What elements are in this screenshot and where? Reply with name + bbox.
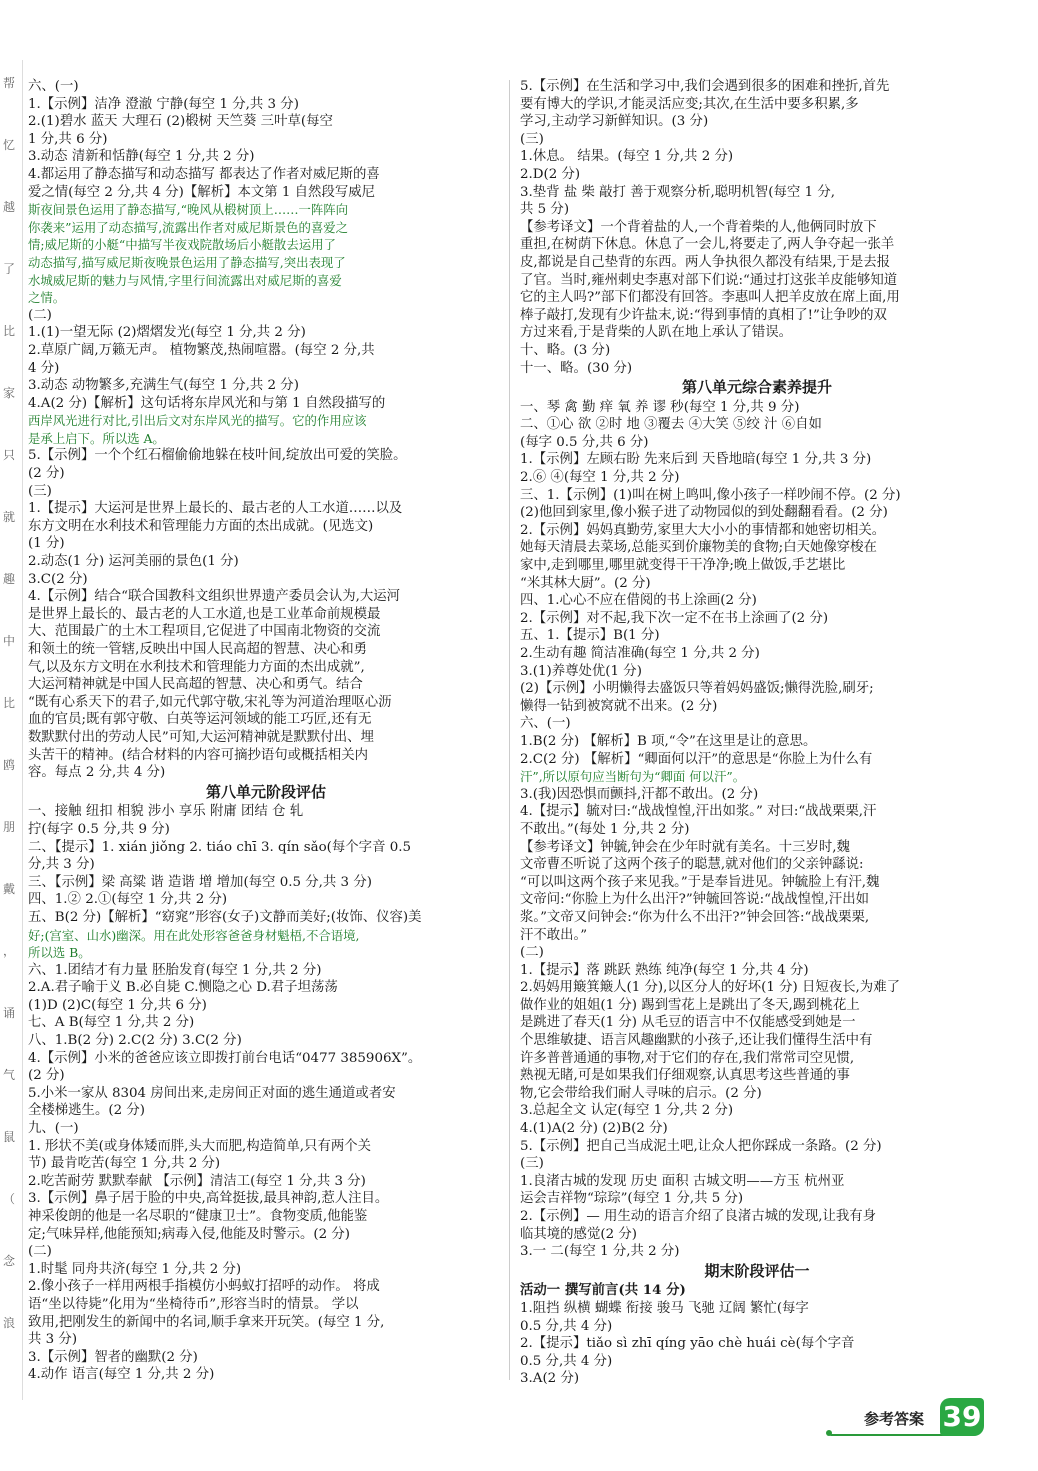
answer-line: 2.A.君子喻于义 B.必自毙 C.恻隐之心 D.君子坦荡荡 bbox=[28, 980, 338, 996]
answer-line: 所以选 B。 bbox=[28, 945, 91, 961]
answer-line: 爱之情(每空 2 分,共 4 分)【解析】本文第 1 自然段写威尼 bbox=[28, 184, 376, 200]
answer-line: 2.【示例】妈妈真勤劳,家里大大小小的事情都和她密切相关。 bbox=[520, 522, 886, 538]
answer-line: (1)D (2)C(每空 1 分,共 6 分) bbox=[28, 997, 207, 1013]
answer-line: 2.C(2 分) 【解析】“卿面何以汗”的意思是“你脸上为什么有 bbox=[520, 751, 873, 767]
answer-line: 动态描写,描写威尼斯夜晚景色运用了静态描写,突出表现了 bbox=[28, 254, 346, 270]
answer-line: 熟视无睹,可是如果我们仔细观察,认真思考这些普通的事 bbox=[520, 1068, 850, 1084]
answer-line: (2 分) bbox=[28, 466, 65, 482]
answer-line: 2.动态(1 分) 运河美丽的景色(1 分) bbox=[28, 554, 239, 570]
answer-line: 1.休息。 结果。(每空 1 分,共 2 分) bbox=[520, 149, 734, 165]
answer-line: 4.都运用了静态描写和动态描写 都表达了作者对威尼斯的喜 bbox=[28, 166, 380, 182]
answer-line: 汗不敢出。” bbox=[520, 927, 588, 943]
edge-char: 朋 bbox=[3, 820, 16, 834]
answer-line: 五、1.【提示】B(1 分) bbox=[520, 628, 660, 644]
edge-char: ， bbox=[3, 944, 16, 958]
answer-line: 是承上启下。所以选 A。 bbox=[28, 430, 165, 446]
answer-line: 方过来看,于是背柴的人趴在地上承认了错误。 bbox=[520, 325, 793, 341]
answer-line: 情;威尼斯的小艇“中描写半夜戏院散场后小艇散去运用了 bbox=[28, 237, 336, 253]
answer-line: 5.【示例】在生活和学习中,我们会遇到很多的困难和挫折,首先 bbox=[520, 79, 890, 94]
left-column bbox=[28, 78, 504, 1384]
edge-char: 戴 bbox=[3, 882, 16, 896]
answer-line: 1 分,共 6 分) bbox=[28, 131, 108, 147]
answer-line: 【参考译文】钟毓,钟会在少年时就有美名。十三岁时,魏 bbox=[520, 839, 850, 855]
answer-line: 大、范围最广的土木工程项目,它促进了中国南北物资的交流 bbox=[28, 624, 381, 640]
answer-line: 5.小米一家从 8304 房间出来,走房间正对面的逃生通道或者安 bbox=[28, 1085, 396, 1101]
left-edge-strip bbox=[0, 60, 23, 1400]
answer-line: 斯夜间景色运用了静态描写,“晚风从椴树顶上……一阵阵向 bbox=[28, 202, 349, 218]
answer-line: (2)他回到家里,像小猴子进了动物园似的到处翻翻看看。(2 分) bbox=[520, 505, 888, 521]
answer-line: 全楼梯逃生。(2 分) bbox=[28, 1103, 145, 1119]
edge-char: 鼠 bbox=[3, 1130, 16, 1144]
answer-line: 2.(1)碧水 蓝天 大理石 (2)椴树 天竺葵 三叶草(每空 bbox=[28, 114, 333, 130]
answer-line: 节) 最肯吃苦(每空 1 分,共 2 分) bbox=[28, 1156, 221, 1172]
edge-char: 只 bbox=[3, 448, 16, 462]
answer-line: 活动一 撰写前言(共 14 分) bbox=[520, 1282, 686, 1299]
footer-label: 参考答案 bbox=[864, 1410, 925, 1428]
answer-line: 你袭来”运用了动态描写,流露出作者对威尼斯景色的喜爱之 bbox=[28, 219, 349, 235]
answer-line: 要有博大的学识,才能灵活应变;其次,在生活中要多积累,多 bbox=[520, 96, 859, 112]
answer-line: 1.【提示】落 跳跃 熟练 纯净(每空 1 分,共 4 分) bbox=[520, 962, 809, 978]
answer-line: 文帝曹丕听说了这两个孩子的聪慧,就对他们的父亲钟繇说: bbox=[520, 857, 864, 873]
answer-line: “可以叫这两个孩子来见我。”于是奉旨进见。钟毓脸上有汗,魏 bbox=[520, 874, 880, 890]
answer-line: 懒得一钻到被窝就不出来。(2 分) bbox=[520, 698, 718, 714]
answer-line: 1.时髦 同舟共济(每空 1 分,共 2 分) bbox=[28, 1261, 242, 1277]
answer-line: 和领土的统一管辖,反映出中国人民高超的智慧、决心和勇 bbox=[28, 642, 368, 657]
answer-line: 做作业的姐姐(1 分) 踢到雪花上是跳出了冬天,踢到桃花上 bbox=[520, 997, 860, 1013]
answer-line: 3.C(2 分) bbox=[28, 571, 88, 587]
answer-line: 1.【提示】大运河是世界上最长的、最古老的人工水道……以及 bbox=[28, 501, 403, 517]
edge-char: 了 bbox=[3, 262, 16, 276]
answer-line: 许多普普通通的事物,对于它们的存在,我们常常司空见惯, bbox=[520, 1050, 855, 1066]
answer-line: 2.生动有趣 简洁准确(每空 1 分,共 2 分) bbox=[520, 646, 760, 661]
answer-line: 1.(1)一望无际 (2)熠熠发光(每空 1 分,共 2 分) bbox=[28, 325, 306, 341]
edge-char: 诵 bbox=[3, 1006, 16, 1020]
answer-line: “米其林大厨”。(2 分) bbox=[520, 575, 651, 591]
edge-char: 趣 bbox=[3, 572, 16, 586]
answer-line: 之情。 bbox=[28, 290, 66, 306]
answer-line: 个思维敏捷、语言风趣幽默的小孩子,还让我们懂得生活中有 bbox=[520, 1033, 873, 1049]
answer-line: 血的官员;既有郭守敬、白英等运河领域的能工巧匠,还有无 bbox=[28, 712, 372, 728]
edge-char: 比 bbox=[3, 324, 16, 338]
answer-line: 分,共 3 分) bbox=[28, 857, 95, 873]
footer-line bbox=[830, 1434, 950, 1436]
answer-line: 4.动作 语言(每空 1 分,共 2 分) bbox=[28, 1367, 215, 1383]
answer-line: 是跳进了春天(1 分) 从毛豆的语言中不仅能感受到她是一 bbox=[520, 1015, 856, 1031]
answer-line: 六、1.团结才有力量 胚胎发育(每空 1 分,共 2 分) bbox=[28, 962, 322, 978]
answer-line: 三、【示例】梁 高粱 谐 造谐 增 增加(每空 0.5 分,共 3 分) bbox=[28, 874, 372, 890]
answer-line: 3.总起全文 认定(每空 1 分,共 2 分) bbox=[520, 1103, 734, 1119]
answer-line: 好;(宫室、山水)幽深。用在此处形容爸爸身材魁梧,不合语境, bbox=[28, 927, 360, 943]
answer-line: 九、(一) bbox=[28, 1121, 79, 1137]
answer-line: 容。每点 2 分,共 4 分) bbox=[28, 765, 166, 781]
answer-line: 2.【示例】对不起,我下次一定不在书上涂画了(2 分) bbox=[520, 610, 829, 626]
edge-char: 中 bbox=[3, 634, 16, 648]
answer-line: 一、琴 禽 勤 痒 氧 养 谬 秒(每空 1 分,共 9 分) bbox=[520, 399, 800, 415]
answer-line: 了官。当时,雍州刺史李惠对部下们说:“通过打这张羊皮能够知道 bbox=[520, 272, 898, 288]
answer-line: (三) bbox=[28, 483, 52, 499]
answer-line: 定;气味异样,他能预知;病毒入侵,他能及时警示。(2 分) bbox=[28, 1226, 350, 1242]
answer-line: 4.【提示】毓对曰:“战战惶惶,汗出如浆。” 对曰:“战战栗栗,汗 bbox=[520, 804, 877, 820]
answer-line: 气,以及东方文明在水利技术和管理能力方面的杰出成就”, bbox=[28, 659, 365, 675]
answer-line: 六、(一) bbox=[520, 716, 571, 732]
answer-line: (三) bbox=[520, 1156, 544, 1172]
answer-line: 4.【示例】结合“联合国教科文组织世界遗产委员会认为,大运河 bbox=[28, 589, 401, 605]
answer-line: 是世界上最长的、最古老的人工水道,也是工业革命前规模最 bbox=[28, 606, 381, 622]
answer-line: 七、A B(每空 1 分,共 2 分) bbox=[28, 1015, 195, 1031]
answer-line: 2.妈妈用簸箕簸人(1 分),以区分人的好坏(1 分) 日短夜长,为难了 bbox=[520, 980, 900, 996]
edge-char: 忆 bbox=[3, 138, 16, 152]
answer-line: 东方文明在水利技术和管理能力方面的杰出成就。(见选文) bbox=[28, 518, 374, 534]
answer-line: 重担,在树荫下休息。休息了一会儿,将要走了,两人争夺起一张羊 bbox=[520, 237, 895, 253]
answer-line: 3.A(2 分) bbox=[520, 1371, 580, 1387]
answer-line: 4.(1)A(2 分) (2)B(2 分) bbox=[520, 1121, 668, 1137]
edge-char: 浪 bbox=[3, 1316, 16, 1330]
answer-line: 二、【提示】1. xián jiǒng 2. tiáo chī 3. qín sǎo(每个字音 0.5 bbox=[28, 839, 412, 855]
edge-char: 气 bbox=[3, 1068, 16, 1082]
answer-line: 四、1.② 2.①(每空 1 分,共 2 分) bbox=[28, 892, 228, 908]
answer-line: 一、接触 纽扣 相貌 涉小 享乐 附庸 团结 仓 轧 bbox=[28, 804, 304, 820]
answer-line: 棒子敲打,发现有少许盐末,说:“得到事情的真相了!”让争吵的双 bbox=[520, 307, 887, 323]
answer-line: 3.【示例】智者的幽默(2 分) bbox=[28, 1349, 198, 1365]
answer-line: 3.动态 清新和恬静(每空 1 分,共 2 分) bbox=[28, 149, 255, 165]
answer-line: 大运河精神就是中国人民高超的智慧、决心和勇气。结合 bbox=[28, 677, 363, 693]
answer-line: 1.良渚古城的发现 历史 面积 古城文明——方玉 杭州亚 bbox=[520, 1173, 845, 1189]
answer-line: 1.B(2 分) 【解析】B 项,“令”在这里是让的意思。 bbox=[520, 733, 817, 749]
answer-line: “既有心系天下的君子,如元代郭守敬,宋礼等为河道治理呕心沥 bbox=[28, 694, 392, 710]
edge-char: 越 bbox=[3, 200, 16, 214]
answer-line: 2.D(2 分) bbox=[520, 166, 581, 182]
answer-line: (2)【示例】小明懒得去盛饭只等着妈妈盛饭;懒得洗脸,刷牙; bbox=[520, 681, 874, 697]
answer-line: 浆。”文帝又问钟会:“你为什么不出汗?”钟会回答:“战战栗栗, bbox=[520, 909, 870, 925]
answer-line: 文帝问:“你脸上为什么出汗?”钟毓回答说:“战战惶惶,汗出如 bbox=[520, 892, 869, 908]
answer-line: 五、B(2 分)【解析】“窈窕”形容(女子)文静而美好;(妆饰、仪容)美 bbox=[28, 909, 422, 925]
answer-line: 2.【提示】tiǎo sì zhī qíng yāo chè huái cè(每个字音 bbox=[520, 1336, 855, 1352]
answer-line: 六、(一) bbox=[28, 79, 79, 94]
edge-char: 就 bbox=[3, 510, 16, 524]
answer-line: 0.5 分,共 4 分) bbox=[520, 1353, 613, 1369]
edge-char: 帮 bbox=[3, 76, 16, 90]
answer-line: 十、略。(3 分) bbox=[520, 342, 611, 358]
column-divider bbox=[509, 80, 510, 1380]
answer-line: 数默默付出的劳动人民”可知,大运河精神就是默默付出、埋 bbox=[28, 729, 374, 745]
answer-line: 不敢出。”(每处 1 分,共 2 分) bbox=[520, 821, 690, 837]
answer-line: 皮,都说是自己垫背的东西。两人争执很久都没有结果,于是去报 bbox=[520, 254, 891, 270]
answer-line: (2 分) bbox=[28, 1068, 65, 1084]
answer-line: 物,它会带给我们耐人寻味的启示。(2 分) bbox=[520, 1085, 762, 1101]
answer-line: (二) bbox=[28, 307, 52, 323]
answer-line: 1.【示例】洁净 澄澈 宁静(每空 1 分,共 3 分) bbox=[28, 96, 299, 112]
edge-char: 鸥 bbox=[3, 758, 16, 772]
answer-line: 2.【示例】— 用生动的语言介绍了良渚古城的发现,让我有身 bbox=[520, 1209, 877, 1224]
edge-char: 比 bbox=[3, 696, 16, 710]
answer-line: 西岸风光进行对比,引出后文对东岸风光的描写。它的作用应该 bbox=[28, 413, 367, 429]
answer-line: 汗”,所以原句应当断句为“卿面 何以汗”。 bbox=[520, 769, 746, 785]
answer-line: 3.动态 动物繁多,充满生气(每空 1 分,共 2 分) bbox=[28, 378, 299, 394]
answer-line: 致用,把刚发生的新闻中的名词,顺手拿来开玩笑。(每空 1 分, bbox=[28, 1314, 385, 1330]
right-column bbox=[520, 78, 994, 1388]
answer-line: 四、1.心心不应在借阅的书上涂画(2 分) bbox=[520, 593, 757, 609]
answer-line: 2.像小孩子一样用两根手指模仿小蚂蚁打招呼的动作。 将成 bbox=[28, 1279, 380, 1295]
answer-line: 3.一 二(每空 1 分,共 2 分) bbox=[520, 1244, 680, 1260]
answer-line: 水城威尼斯的魅力与风情,字里行间流露出对威尼斯的喜爱 bbox=[28, 272, 342, 288]
answer-line: 3.【示例】鼻子居于脸的中央,高耸挺拔,最具神韵,惹人注目。 bbox=[28, 1191, 389, 1207]
answer-line: 4.【示例】小米的爸爸应该立即拨打前台电话“0477 385906X”。 bbox=[28, 1050, 422, 1066]
answer-line: 1.阻挡 纵横 蝴蝶 衔接 骏马 飞驰 辽阔 繁忙(每字 bbox=[520, 1300, 809, 1316]
answer-line: 【参考译文】一个背着盐的人,一个背着柴的人,他俩同时放下 bbox=[520, 219, 877, 235]
answer-line: 临其境的感觉(2 分) bbox=[520, 1226, 637, 1242]
edge-char: （ bbox=[3, 1192, 16, 1206]
answer-line: 2.草原广阔,万籁无声。 植物繁茂,热闹喧嚣。(每空 2 分,共 bbox=[28, 342, 375, 358]
answer-line: 它的主人吗?”部下们都没有回答。李惠叫人把羊皮放在席上面,用 bbox=[520, 290, 900, 306]
answer-line: 八、1.B(2 分) 2.C(2 分) 3.C(2 分) bbox=[28, 1033, 242, 1049]
answer-line: 共 5 分) bbox=[520, 202, 570, 218]
answer-line: 语“坐以待毙”化用为“坐椅待币”,形容当时的情景。 学以 bbox=[28, 1296, 359, 1312]
answer-line: 共 3 分) bbox=[28, 1332, 78, 1348]
answer-line: 拧(每字 0.5 分,共 9 分) bbox=[28, 821, 170, 837]
answer-line: 运会吉祥物“琮琮”(每空 1 分,共 5 分) bbox=[520, 1191, 744, 1207]
answer-line: 3.垫背 盐 柴 敲打 善于观察分析,聪明机智(每空 1 分, bbox=[520, 184, 835, 200]
edge-char: 家 bbox=[3, 386, 16, 400]
answer-line: 2.吃苦耐劳 默默奉献 【示例】清洁工(每空 1 分,共 3 分) bbox=[28, 1173, 366, 1189]
answer-line: (1 分) bbox=[28, 536, 65, 552]
page-number-badge: 39 bbox=[940, 1398, 984, 1436]
answer-line: 3.(我)因恐惧而颤抖,汗都不敢出。(2 分) bbox=[520, 786, 759, 802]
answer-line: (三) bbox=[520, 131, 544, 147]
answer-line: 十一、略。(30 分) bbox=[520, 360, 633, 376]
answer-line: 3.(1)养尊处优(1 分) bbox=[520, 663, 642, 679]
answer-line: (每字 0.5 分,共 6 分) bbox=[520, 434, 649, 450]
answer-line: 她每天清晨去菜场,总能买到价廉物美的食物;白天她像穿梭在 bbox=[520, 540, 877, 556]
edge-char: 念 bbox=[3, 1254, 16, 1268]
answer-line: 0.5 分,共 4 分) bbox=[520, 1318, 613, 1334]
answer-line: (二) bbox=[28, 1244, 52, 1260]
section-heading: 第八单元综合素养提升 bbox=[681, 378, 832, 397]
answer-line: 头苦干的精神。(结合材料的内容可摘抄语句或概括相关内 bbox=[28, 747, 368, 763]
answer-line: 2.⑥ ④(每空 1 分,共 2 分) bbox=[520, 470, 680, 486]
answer-line: 学习,主动学习新鲜知识。(3 分) bbox=[520, 114, 709, 130]
section-heading: 第八单元阶段评估 bbox=[205, 782, 326, 801]
answer-line: 家中,走到哪里,哪里就变得干干净净;晚上做饭,手艺堪比 bbox=[520, 558, 846, 574]
answer-line: 5.【示例】一个个红石榴偷偷地躲在枝叶间,绽放出可爱的笑脸。 bbox=[28, 448, 407, 464]
answer-line: 5.【示例】把自己当成泥土吧,让众人把你踩成一条路。(2 分) bbox=[520, 1138, 882, 1154]
answer-line: 三、1.【示例】(1)叫在树上鸣叫,像小孩子一样吵闹不停。(2 分) bbox=[520, 487, 901, 503]
answer-line: 神采俊朗的他是一名尽职的“健康卫士”。食物变质,他能鉴 bbox=[28, 1209, 368, 1224]
answer-line: 1. 形状不美(或身体矮而胖,头大而肥,构造简单,只有两个关 bbox=[28, 1138, 372, 1154]
answer-line: 4 分) bbox=[28, 360, 60, 376]
answer-line: 1.【示例】左顾右盼 先来后到 天昏地暗(每空 1 分,共 3 分) bbox=[520, 452, 872, 468]
answer-line: (二) bbox=[520, 945, 544, 961]
answer-line: 二、①心 欲 ②时 地 ③覆去 ④大笑 ⑤绞 汁 ⑥自如 bbox=[520, 417, 822, 433]
answer-line: 4.A(2 分)【解析】这句话将东岸风光和与第 1 自然段描写的 bbox=[28, 395, 386, 411]
section-heading: 期末阶段评估一 bbox=[704, 1261, 810, 1280]
